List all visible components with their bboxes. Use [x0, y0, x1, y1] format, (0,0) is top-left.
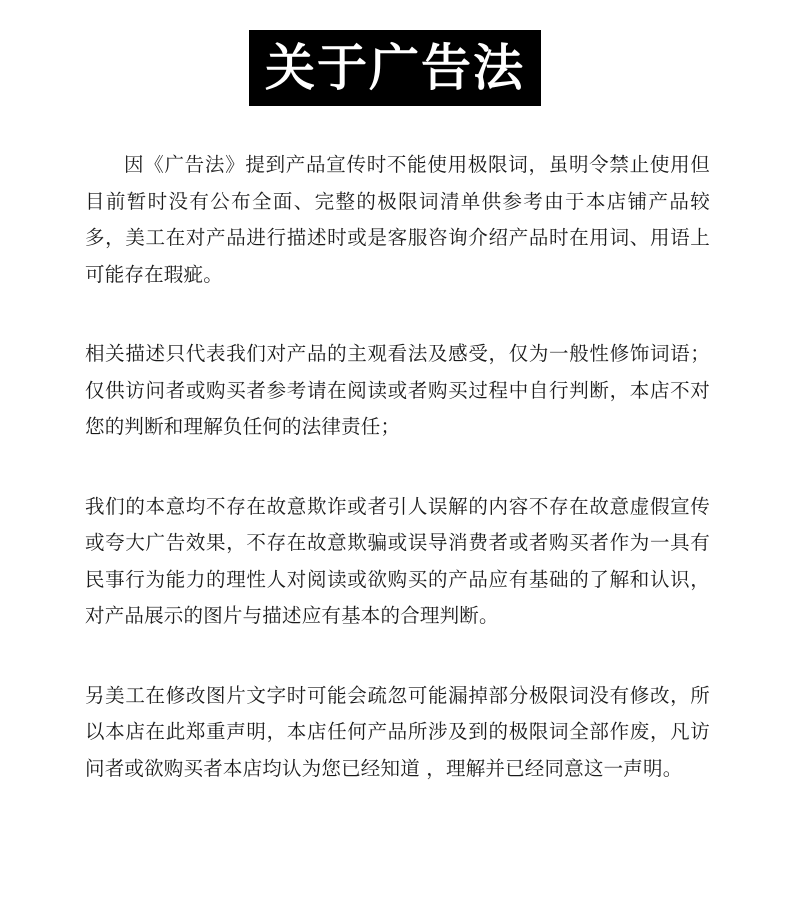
- paragraph-no-intent-to-deceive: 我们的本意均不存在故意欺诈或者引人误解的内容不存在故意虚假宣传或夸大广告效果，不存在故意欺骗或误导消费者或者购买者作为一具有民事行为能力的理性人对阅读或欲购买的产品应有基础的了解和认识，对产品展示的图片与描述应有基本的合理判断。: [85, 494, 710, 627]
- notice-body: [85, 147, 710, 830]
- page-title: 关于广告法: [249, 30, 541, 106]
- paragraph-subjective-description: 相关描述只代表我们对产品的主观看法及感受，仅为一般性修饰词语；仅供访问者或购买者参考请在阅读或者购买过程中自行判断，本店不对您的判断和理解负任何的法律责任；: [85, 342, 710, 438]
- paragraph-intro: 因《广告法》提到产品宣传时不能使用极限词，虽明令禁止使用但目前暂时没有公布全面、完整的极限词清单供参考由于本店铺产品较多，美工在对产品进行描述时或是客服咨询介绍产品时在用词、用语上可能存在瑕疵。: [85, 153, 710, 286]
- paragraph-declaration: 另美工在修改图片文字时可能会疏忽可能漏掉部分极限词没有修改，所以本店在此郑重声明，本店任何产品所涉及到的极限词全部作废，凡访问者或欲购买者本店均认为您已经知道 ，理解并已经同意这一声明。: [85, 683, 710, 780]
- title-banner: [0, 30, 790, 106]
